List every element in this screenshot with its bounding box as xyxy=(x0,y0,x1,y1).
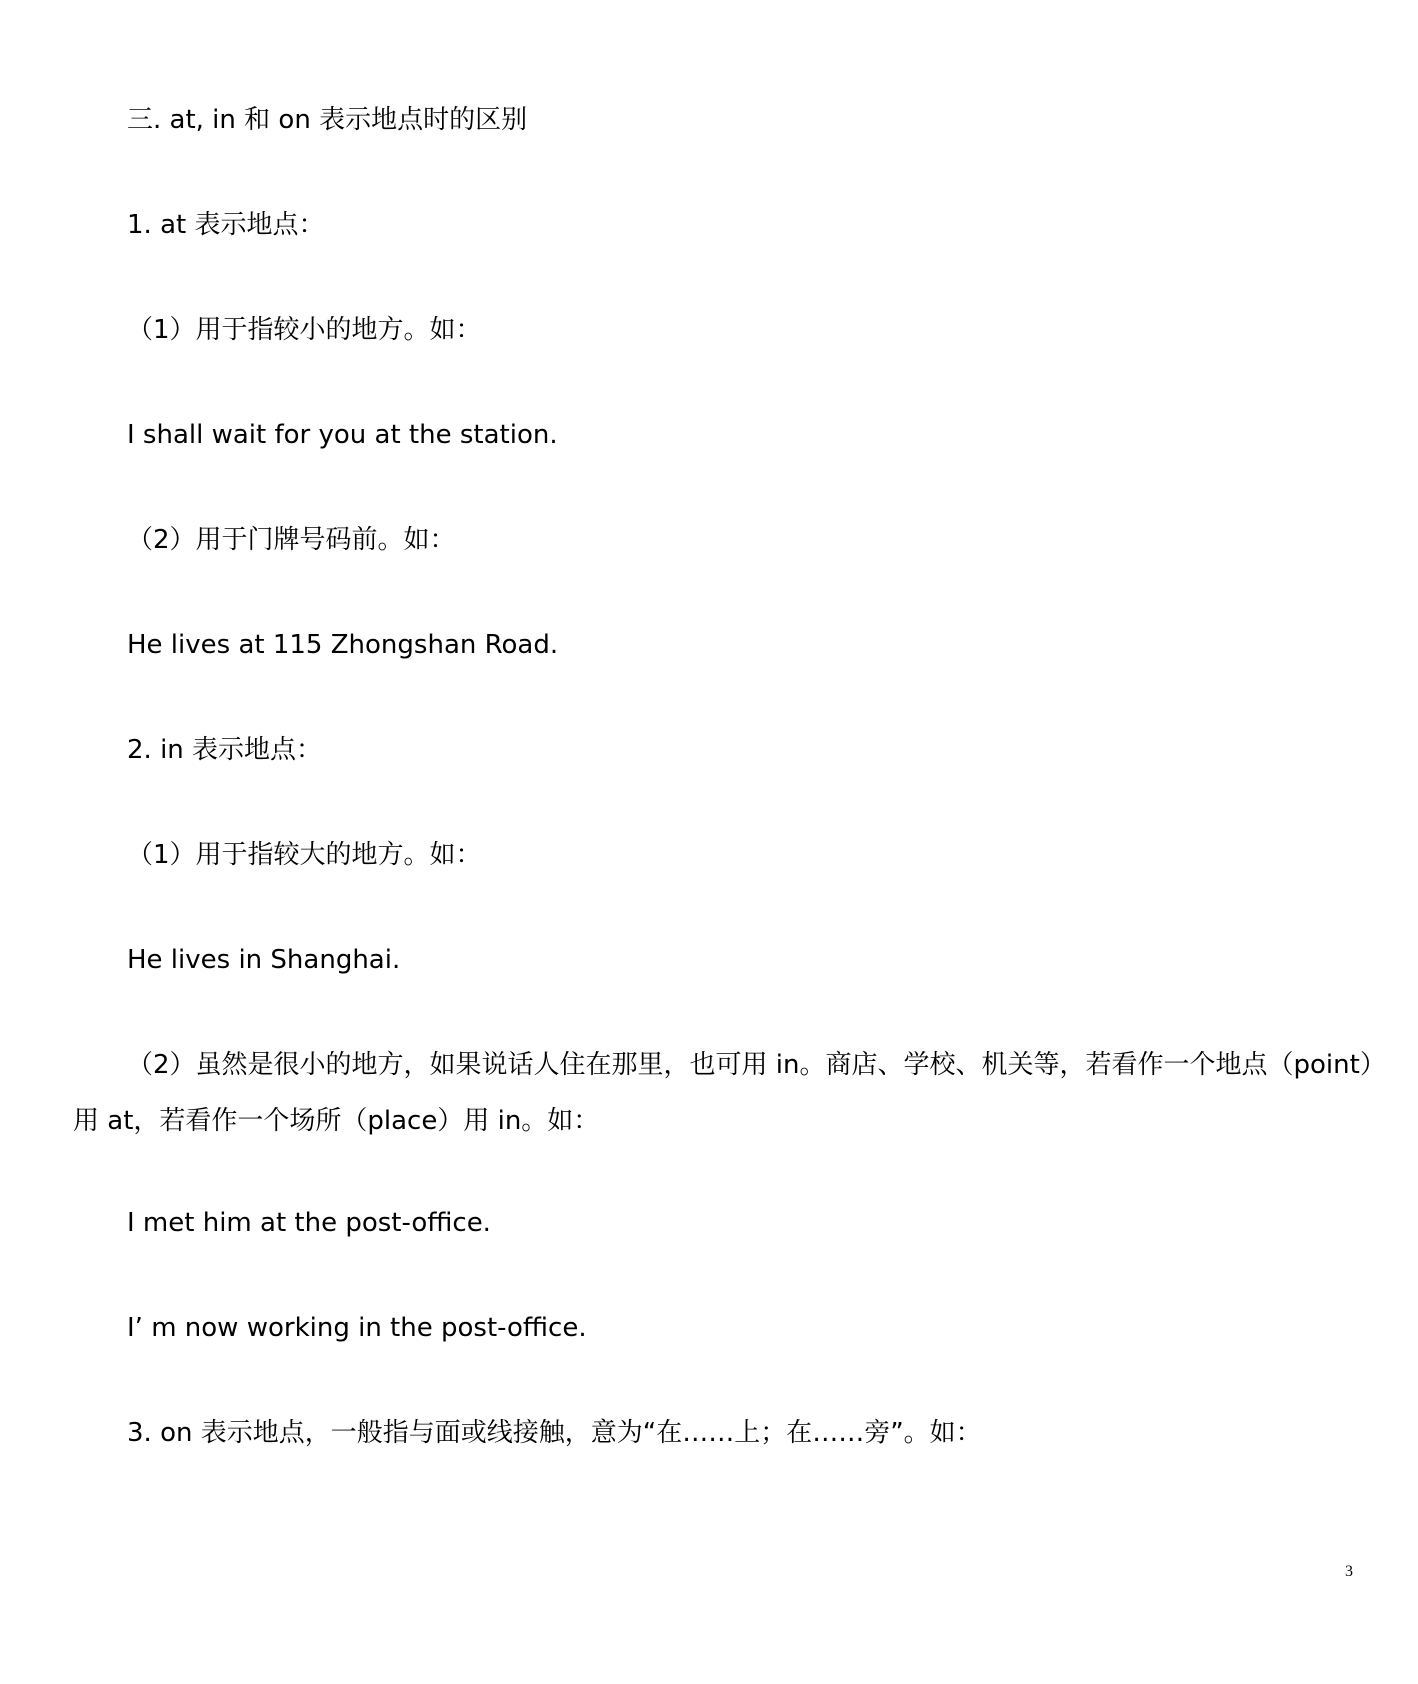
example-sentence: He lives at 115 Zhongshan Road. xyxy=(127,630,559,660)
example-sentence: I shall wait for you at the station. xyxy=(127,420,558,450)
example-sentence: He lives in Shanghai. xyxy=(127,945,401,975)
rule-paragraph xyxy=(73,1037,1386,1149)
point-2-in: 2. in 表示地点： xyxy=(127,735,323,765)
point-3-on: 3. on 表示地点，一般指与面或线接触，意为“在……上；在……旁”。如： xyxy=(127,1418,982,1448)
rule-at-small-place: （1）用于指较小的地方。如： xyxy=(127,315,482,345)
page-number: 3 xyxy=(1345,1563,1353,1580)
rule-paragraph-line-1: （2）虽然是很小的地方，如果说话人住在那里，也可用 in。商店、学校、机关等，若看作一个地点（point） xyxy=(127,1050,1386,1080)
example-sentence: I met him at the post-office. xyxy=(127,1208,491,1238)
rule-in-large-place: （1）用于指较大的地方。如： xyxy=(127,840,482,870)
rule-paragraph-line-2: 用 at，若看作一个场所（place）用 in。如： xyxy=(73,1106,600,1136)
point-1-at: 1. at 表示地点： xyxy=(127,210,325,240)
example-sentence: I’ m now working in the post-office. xyxy=(127,1313,587,1343)
rule-at-house-number: （2）用于门牌号码前。如： xyxy=(127,525,456,555)
section-heading: 三. at, in 和 on 表示地点时的区别 xyxy=(127,105,528,135)
